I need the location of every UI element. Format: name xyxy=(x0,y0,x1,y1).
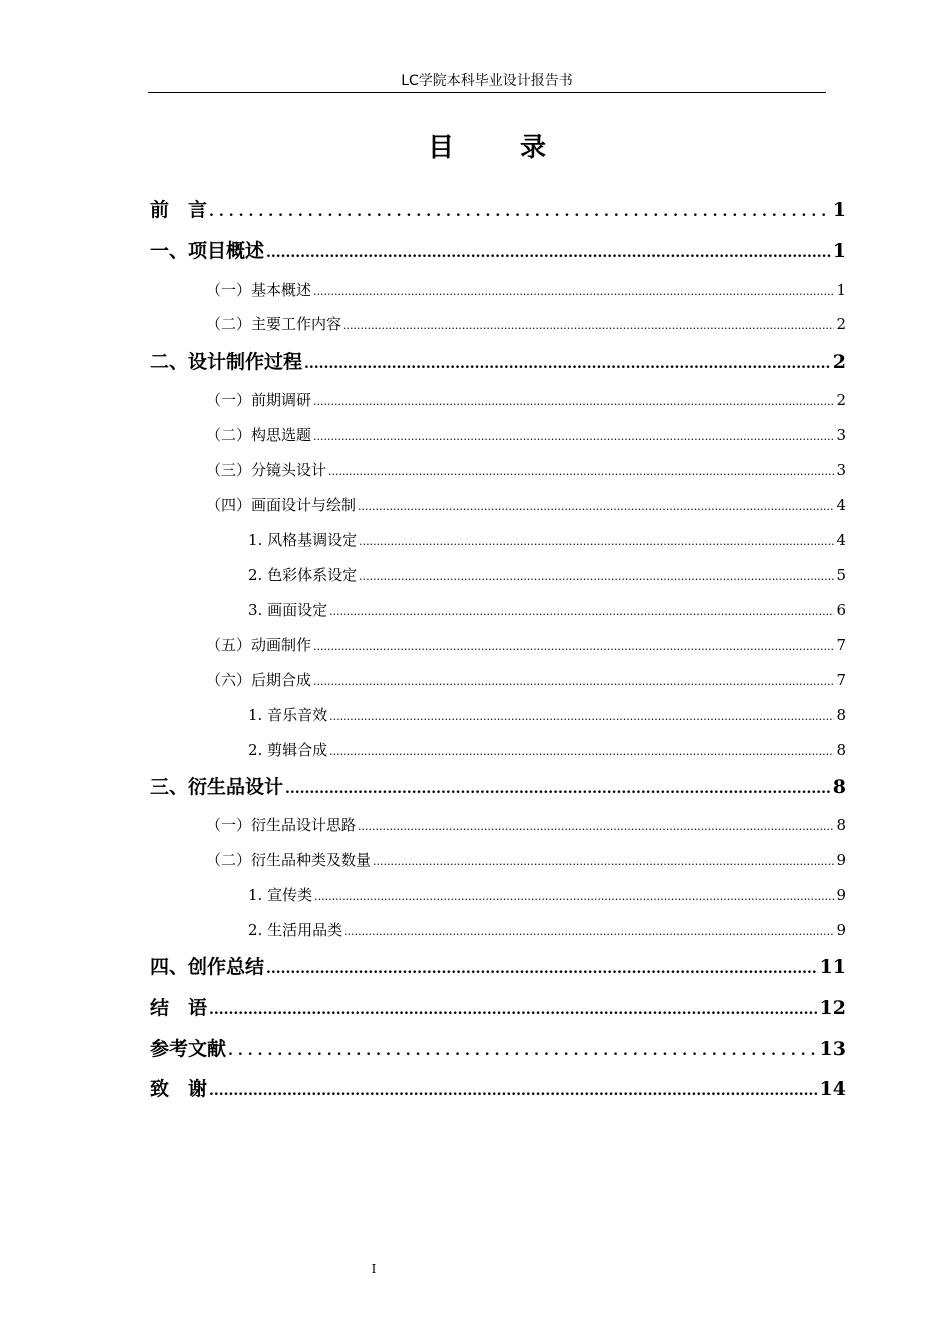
dot-leader xyxy=(329,706,834,728)
running-header: LC学院本科毕业设计报告书 xyxy=(401,73,573,89)
dot-leader xyxy=(359,531,834,553)
toc-entry-page: 3 xyxy=(836,461,846,479)
toc-entry-page: 6 xyxy=(836,601,846,619)
dot-leader xyxy=(209,997,818,1023)
dot-leader xyxy=(343,315,834,337)
dot-leader xyxy=(313,391,834,413)
toc-entry-page: 13 xyxy=(819,1038,846,1060)
toc-entry-page: 14 xyxy=(819,1078,846,1100)
dot-leader xyxy=(313,636,834,658)
toc-entry-page: 7 xyxy=(836,636,846,654)
dot-leader xyxy=(304,351,831,377)
toc-entry-page: 2 xyxy=(832,351,846,373)
toc-entry-page: 3 xyxy=(836,426,846,444)
toc-entry-chapter-2[interactable] xyxy=(150,349,846,377)
toc-entry-page: 1 xyxy=(836,281,846,299)
dot-leader xyxy=(285,776,831,802)
toc-entry-label: （五）动画制作 xyxy=(206,636,312,654)
toc-entry-section[interactable] xyxy=(206,634,846,658)
toc-entry-label: （二）构思选题 xyxy=(206,426,312,444)
dot-leader xyxy=(359,566,834,588)
toc-entry-section[interactable] xyxy=(206,669,846,693)
toc-entry-page: 11 xyxy=(819,956,846,978)
toc-entry-label: （二）衍生品种类及数量 xyxy=(206,851,372,869)
toc-entry-label: 2. 剪辑合成 xyxy=(248,741,328,759)
dot-leader xyxy=(266,956,818,982)
toc-entry-page: 8 xyxy=(836,741,846,759)
toc-entry-label: 1. 宣传类 xyxy=(248,886,313,904)
toc-entry-label: （一）前期调研 xyxy=(206,391,312,409)
toc-entry-label: （一）基本概述 xyxy=(206,281,312,299)
dot-leader xyxy=(329,741,834,763)
toc-entry-label: 一、项目概述 xyxy=(150,240,265,262)
toc-entry-label: （六）后期合成 xyxy=(206,671,312,689)
toc-entry-label: （二）主要工作内容 xyxy=(206,315,342,333)
toc-entry-section[interactable] xyxy=(206,494,846,518)
dot-leader xyxy=(373,851,834,873)
page-number: I xyxy=(371,1262,377,1276)
toc-entry-subsection[interactable] xyxy=(248,564,846,588)
toc-entry-page: 8 xyxy=(832,776,846,798)
dot-leader xyxy=(314,886,834,908)
dot-leader xyxy=(313,426,834,448)
toc-entry-chapter-3[interactable] xyxy=(150,774,846,802)
toc-entry-page: 4 xyxy=(836,531,846,549)
toc-entry-label: 2. 生活用品类 xyxy=(248,921,343,939)
toc-entry-section[interactable] xyxy=(206,849,846,873)
toc-entry-page: 1 xyxy=(832,240,846,262)
dot-leader xyxy=(266,240,831,266)
toc-entry-references[interactable] xyxy=(150,1036,846,1064)
toc-entry-preface[interactable] xyxy=(150,197,846,225)
toc-entry-page: 9 xyxy=(836,921,846,939)
toc-entry-label: 四、创作总结 xyxy=(150,956,265,978)
dot-leader xyxy=(209,199,831,225)
toc-entry-page: 2 xyxy=(836,315,846,333)
toc-entry-section[interactable] xyxy=(206,814,846,838)
toc-entry-chapter-4[interactable] xyxy=(150,954,846,982)
dot-leader xyxy=(313,281,834,303)
toc-entry-page: 8 xyxy=(836,706,846,724)
toc-entry-label: 1. 风格基调设定 xyxy=(248,531,358,549)
dot-leader xyxy=(344,921,834,943)
dot-leader xyxy=(329,601,834,623)
toc-entry-conclusion[interactable] xyxy=(150,995,846,1023)
dot-leader xyxy=(313,671,834,693)
toc-entry-label: （三）分镜头设计 xyxy=(206,461,327,479)
dot-leader xyxy=(358,496,834,518)
toc-entry-section[interactable] xyxy=(206,279,846,303)
toc-title: 目 录 xyxy=(427,133,566,163)
toc-entry-page: 9 xyxy=(836,886,846,904)
toc-entry-label: 1. 音乐音效 xyxy=(248,706,328,724)
dot-leader xyxy=(358,816,834,838)
toc-entry-label: 三、衍生品设计 xyxy=(150,776,284,798)
toc-entry-subsection[interactable] xyxy=(248,529,846,553)
dot-leader xyxy=(209,1078,818,1104)
toc-entry-label: 致 谢 xyxy=(150,1078,208,1100)
toc-entry-page: 5 xyxy=(836,566,846,584)
toc-entry-label: （一）衍生品设计思路 xyxy=(206,816,357,834)
toc-entry-page: 9 xyxy=(836,851,846,869)
toc-entry-page: 4 xyxy=(836,496,846,514)
toc-entry-acknowledgements[interactable] xyxy=(150,1076,846,1104)
toc-entry-page: 1 xyxy=(832,199,846,221)
toc-entry-page: 7 xyxy=(836,671,846,689)
toc-entry-page: 2 xyxy=(836,391,846,409)
toc-entry-subsection[interactable] xyxy=(248,739,846,763)
dot-leader xyxy=(228,1038,818,1064)
toc-entry-label: 参考文献 xyxy=(150,1038,227,1060)
toc-entry-subsection[interactable] xyxy=(248,884,846,908)
toc-entry-label: 结 语 xyxy=(150,997,208,1019)
toc-entry-section[interactable] xyxy=(206,313,846,337)
toc-entry-page: 8 xyxy=(836,816,846,834)
toc-entry-page: 12 xyxy=(819,997,846,1019)
toc-entry-subsection[interactable] xyxy=(248,704,846,728)
toc-entry-section[interactable] xyxy=(206,424,846,448)
toc-entry-label: 2. 色彩体系设定 xyxy=(248,566,358,584)
toc-entry-label: （四）画面设计与绘制 xyxy=(206,496,357,514)
toc-entry-label: 二、设计制作过程 xyxy=(150,351,303,373)
toc-entry-chapter-1[interactable] xyxy=(150,238,846,266)
header-rule xyxy=(148,92,826,93)
toc-entry-section[interactable] xyxy=(206,389,846,413)
toc-entry-subsection[interactable] xyxy=(248,919,846,943)
toc-entry-subsection[interactable] xyxy=(248,599,846,623)
toc-entry-section[interactable] xyxy=(206,459,846,483)
toc-entry-label: 前 言 xyxy=(150,199,208,221)
toc-entry-label: 3. 画面设定 xyxy=(248,601,328,619)
dot-leader xyxy=(328,461,834,483)
